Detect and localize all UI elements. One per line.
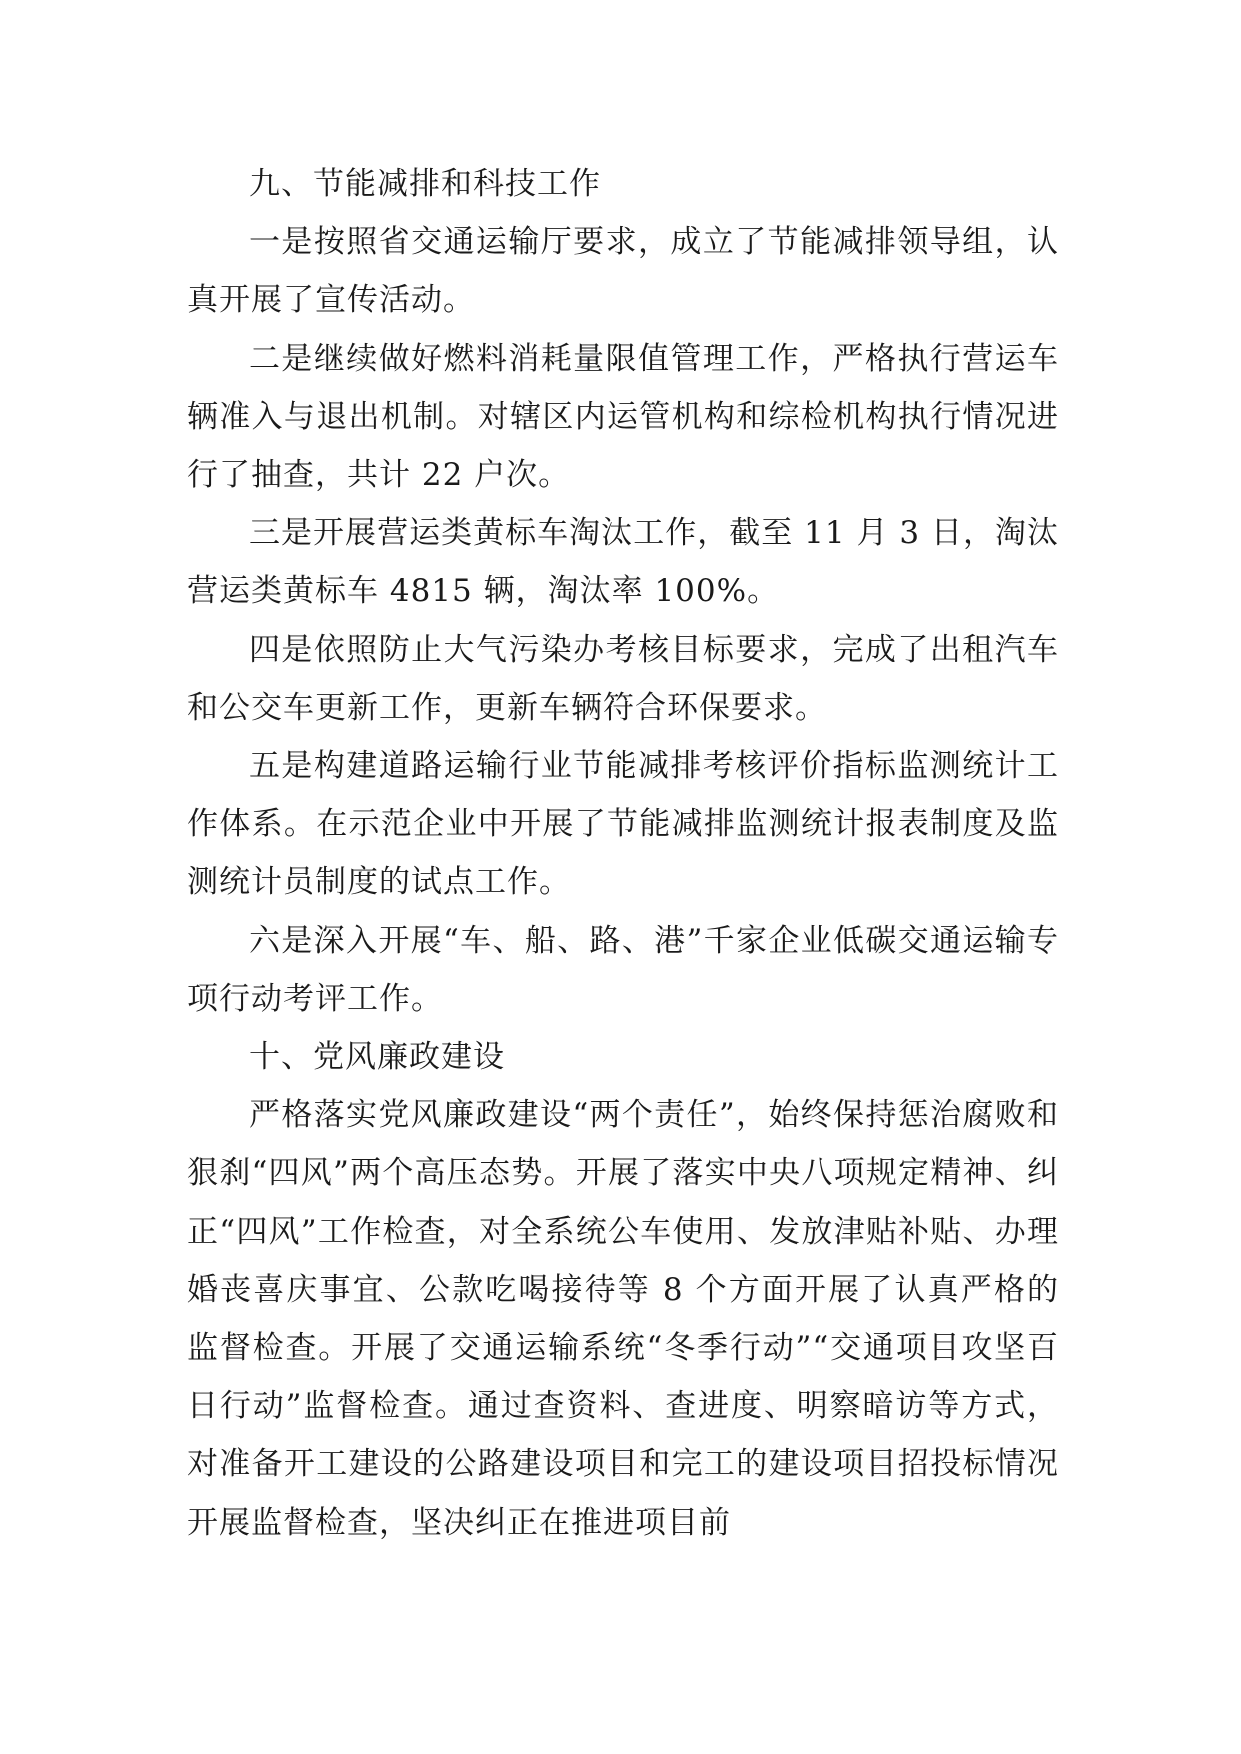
section-heading-integrity: 十、党风廉政建设	[249, 1039, 505, 1076]
paragraph-monitoring-system: 五是构建道路运输行业节能减排考核评价指标监测统计工作体系。在示范企业中开展了节能减排监测统计报表制度及监测统计员制度的试点工作。	[187, 748, 1059, 901]
paragraph-integrity-supervision: 严格落实党风廉政建设“两个责任”，始终保持惩治腐败和狠刹“四风”两个高压态势。开展了落实中央八项规定精神、纠正“四风”工作检查，对全系统公车使用、发放津贴补贴、办理婚丧喜庆事宜、公款吃喝接待等 8 个方面开展了认真严格的监督检查。开展了交通运输系统“冬季行动”“交通项目攻坚百日行动”监督检查。通过查资料、查进度、明察暗访等方式，对准备开工建设的公路建设项目和完工的建设项目招投标情况开展监督检查，坚决纠正在推进项目前	[187, 1097, 1059, 1541]
paragraph-yellow-label-vehicles: 三是开展营运类黄标车淘汰工作，截至 11 月 3 日，淘汰营运类黄标车 4815 辆，淘汰率 100%。	[187, 515, 1059, 610]
section-heading-energy-saving: 九、节能减排和科技工作	[249, 166, 601, 202]
paragraph-vehicle-renewal: 四是依照防止大气污染办考核目标要求，完成了出租汽车和公交车更新工作，更新车辆符合环保要求。	[187, 631, 1059, 726]
document-body	[187, 155, 1059, 1552]
paragraph-low-carbon-action: 六是深入开展“车、船、路、港”千家企业低碳交通运输专项行动考评工作。	[187, 922, 1059, 1017]
paragraph-fuel-consumption: 二是继续做好燃料消耗量限值管理工作，严格执行营运车辆准入与退出机制。对辖区内运管机构和综检机构执行情况进行了抽查，共计 22 户次。	[187, 340, 1059, 494]
paragraph-leadership-group: 一是按照省交通运输厅要求，成立了节能减排领导组，认真开展了宣传活动。	[187, 224, 1059, 319]
